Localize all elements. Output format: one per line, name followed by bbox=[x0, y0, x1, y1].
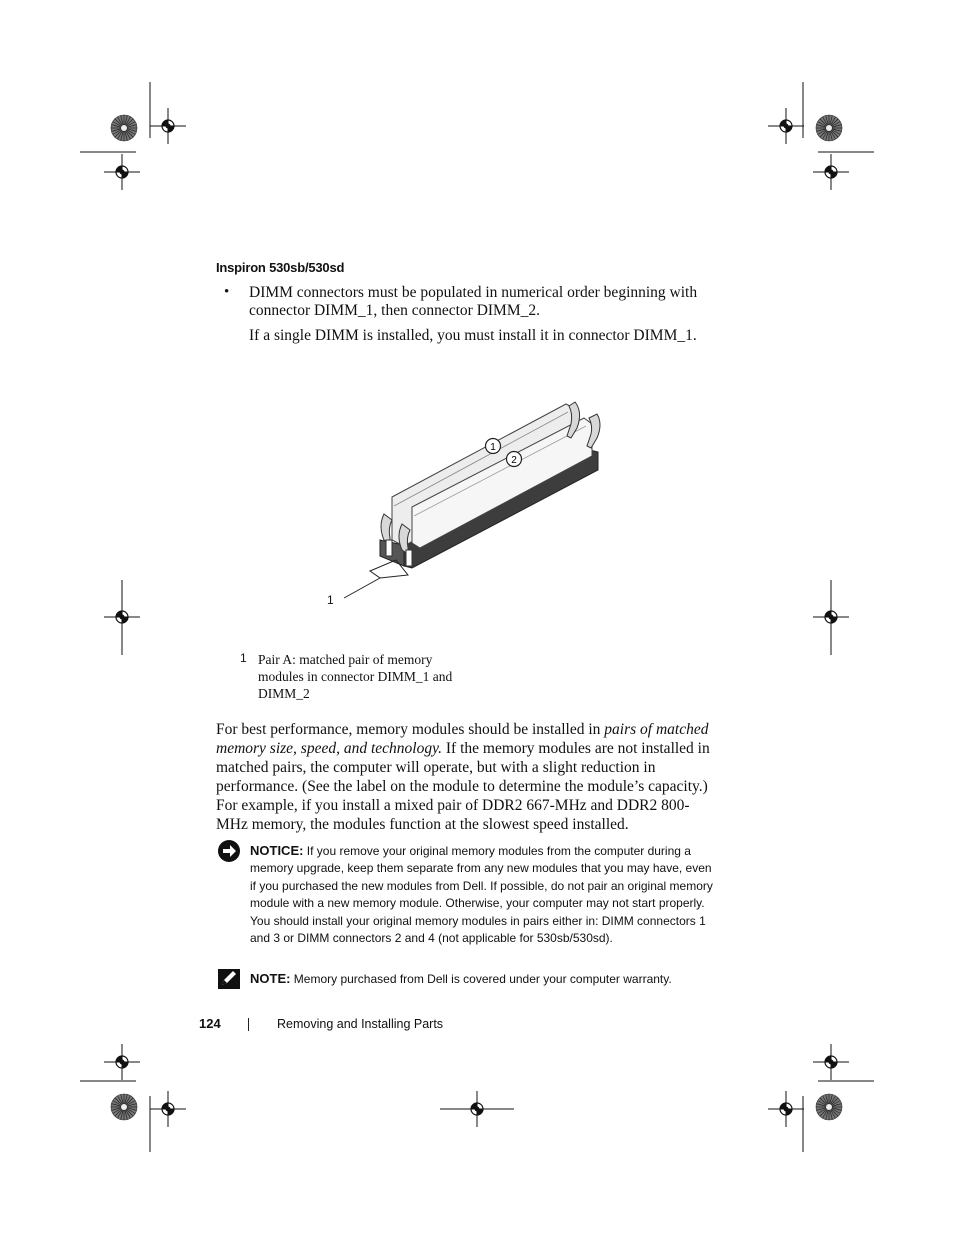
note-block bbox=[250, 970, 720, 988]
notice-block bbox=[250, 842, 720, 947]
legend-number: 1 bbox=[240, 651, 247, 665]
paragraph-emphasis: pairs of matched memory size, speed, and technology. bbox=[216, 721, 709, 757]
footer-divider bbox=[248, 1018, 249, 1031]
bullet-symbol: • bbox=[224, 284, 230, 300]
paragraph-part1: For best performance, memory modules should be installed in bbox=[216, 721, 605, 738]
module-label-1: 1 bbox=[490, 442, 496, 453]
bullet-subtext: If a single DIMM is installed, you must install it in connector DIMM_1. bbox=[249, 327, 697, 344]
note-pencil-icon bbox=[217, 968, 241, 990]
note-label: NOTE: bbox=[250, 971, 291, 986]
module-label-2: 2 bbox=[511, 455, 517, 466]
footer-section-title: Removing and Installing Parts bbox=[277, 1017, 444, 1031]
legend-text: Pair A: matched pair of memory modules in connector DIMM_1 and DIMM_2 bbox=[258, 652, 453, 701]
figure-callout-number: 1 bbox=[327, 593, 334, 607]
body-paragraph bbox=[216, 720, 716, 834]
notice-text: If you remove your original memory modules from the computer during a memory upgrade, keep them separate from any new modules that you may have, even if you purchased the new modules from Dell. If possible, do not pair an original memory module with a new memory module. Otherwise, your computer may not start properly. You should install your original memory modules in pairs either in: DIMM connectors 1 and 3 or DIMM connectors 2 and 4 (not applicable for 530sb/530sd). bbox=[250, 844, 713, 946]
notice-arrow-icon bbox=[217, 839, 241, 863]
page-number: 124 bbox=[199, 1016, 221, 1031]
notice-label: NOTICE: bbox=[250, 843, 304, 858]
note-text: Memory purchased from Dell is covered under your computer warranty. bbox=[290, 972, 672, 986]
paragraph-part2: If the memory modules are not installed in matched pairs, the computer will operate, but with a slight reduction in performance. (See the label on the module to determine the module’s capacity.) For example, if you install a mixed pair of DDR2 667-MHz and DDR2 800-MHz memory, the modules function at the slowest speed installed. bbox=[216, 740, 710, 833]
section-heading: Inspiron 530sb/530sd bbox=[216, 260, 345, 275]
callout-line bbox=[344, 560, 408, 598]
bullet-text: DIMM connectors must be populated in numerical order beginning with connector DIMM_1, then connector DIMM_2. bbox=[249, 284, 698, 319]
